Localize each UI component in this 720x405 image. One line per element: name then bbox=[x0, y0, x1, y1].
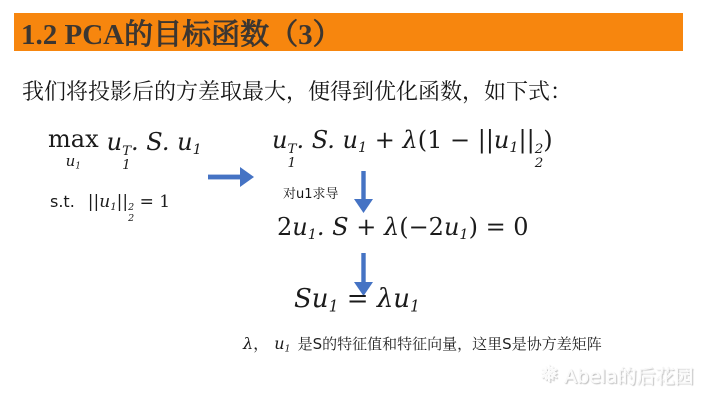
lagrangian-expression: u T 1 . S. u1 + λ(1 − ||u1|| 2 2 ) bbox=[272, 126, 553, 172]
page-title: 1.2 PCA的目标函数（3） bbox=[21, 18, 342, 51]
watermark-text: Abela的后花园 bbox=[564, 366, 694, 388]
footnote bbox=[243, 331, 602, 355]
watermark-logo-icon: ❅ bbox=[540, 362, 560, 388]
constraint-formula bbox=[50, 192, 170, 224]
footnote-text: 是S的特征值和特征向量，这里S是协方差矩阵 bbox=[297, 335, 602, 353]
title-bar bbox=[14, 13, 683, 51]
watermark bbox=[540, 362, 694, 389]
subject-to-label: s.t. bbox=[50, 192, 75, 211]
derivative-equation: 2u1. S + λ(−2u1) = 0 bbox=[277, 213, 529, 244]
max-operator-group bbox=[48, 127, 99, 172]
objective-expression: u T 1 . S. u1 bbox=[106, 128, 202, 174]
intro-text: 我们将投影后的方差取最大，便得到优化函数，如下式： bbox=[22, 79, 573, 104]
right-arrow-icon bbox=[208, 167, 254, 187]
eigenvalue-equation: Su1 = λu1 bbox=[294, 284, 420, 316]
max-operator: max bbox=[48, 125, 99, 153]
max-under-subscript: u1 bbox=[65, 152, 81, 172]
constraint-expression: ||u1|| 2 2 = 1 bbox=[87, 192, 171, 224]
footnote-symbols: λ， u1 bbox=[243, 334, 291, 355]
objective-formula bbox=[48, 127, 202, 174]
derivative-label: 对u1求导 bbox=[283, 187, 339, 202]
down-arrow-icon-1 bbox=[354, 171, 373, 213]
